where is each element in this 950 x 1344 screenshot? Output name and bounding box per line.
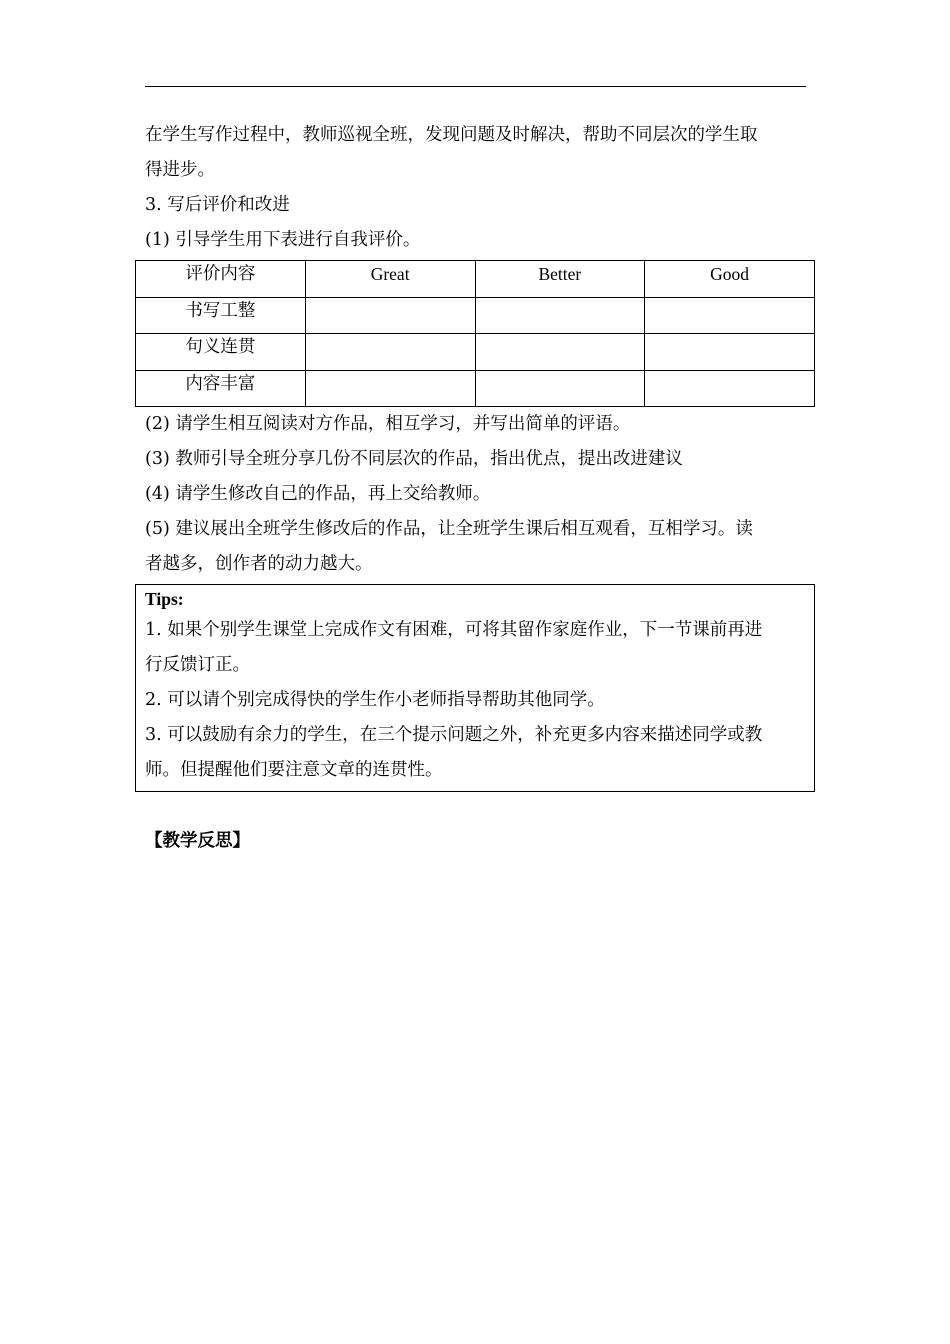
- step-4: (4) 请学生修改自己的作品，再上交给教师。: [145, 484, 491, 504]
- step-5-line-1: (5) 建议展出全班学生修改后的作品，让全班学生课后相互观看，互相学习。读: [145, 519, 753, 539]
- rating-cell[interactable]: [645, 297, 815, 334]
- step-3: (3) 教师引导全班分享几份不同层次的作品，指出优点，提出改进建议: [145, 449, 683, 469]
- table-row: [136, 370, 815, 407]
- row-criterion: 书写工整: [136, 297, 306, 334]
- rating-cell[interactable]: [475, 334, 645, 371]
- table-header-row: [136, 261, 815, 298]
- header-better: Better: [475, 261, 645, 298]
- row-criterion: 句义连贯: [136, 334, 306, 371]
- step-5-line-2: 者越多，创作者的动力越大。: [145, 554, 373, 574]
- header-rule: [145, 86, 806, 87]
- self-evaluation-table: [135, 260, 815, 407]
- tip-3-line-1: 3. 可以鼓励有余力的学生，在三个提示问题之外，补充更多内容来描述同学或教: [145, 725, 763, 745]
- rating-cell[interactable]: [645, 370, 815, 407]
- rating-cell[interactable]: [475, 297, 645, 334]
- table-row: [136, 297, 815, 334]
- tips-box: [135, 584, 815, 792]
- rating-cell[interactable]: [305, 370, 475, 407]
- rating-cell[interactable]: [305, 334, 475, 371]
- rating-cell[interactable]: [305, 297, 475, 334]
- rating-cell[interactable]: [645, 334, 815, 371]
- step-2: (2) 请学生相互阅读对方作品，相互学习，并写出简单的评语。: [145, 414, 631, 434]
- intro-line-2: 得进步。: [145, 160, 215, 180]
- tips-title: Tips:: [145, 589, 184, 609]
- step-1: (1) 引导学生用下表进行自我评价。: [145, 230, 421, 250]
- tip-2: 2. 可以请个别完成得快的学生作小老师指导帮助其他同学。: [145, 690, 605, 710]
- table-row: [136, 334, 815, 371]
- header-good: Good: [645, 261, 815, 298]
- reflection-heading: 【教学反思】: [145, 831, 250, 851]
- tip-1-line-2: 行反馈订正。: [145, 655, 250, 675]
- tip-3-line-2: 师。但提醒他们要注意文章的连贯性。: [145, 760, 443, 780]
- row-criterion: 内容丰富: [136, 370, 306, 407]
- section-3-heading: 3. 写后评价和改进: [145, 195, 290, 215]
- header-great: Great: [305, 261, 475, 298]
- tip-1-line-1: 1. 如果个别学生课堂上完成作文有困难，可将其留作家庭作业，下一节课前再进: [145, 620, 763, 640]
- rating-cell[interactable]: [475, 370, 645, 407]
- header-criteria: 评价内容: [136, 261, 306, 298]
- document-body: [145, 118, 809, 856]
- intro-line-1: 在学生写作过程中，教师巡视全班，发现问题及时解决，帮助不同层次的学生取: [145, 125, 758, 145]
